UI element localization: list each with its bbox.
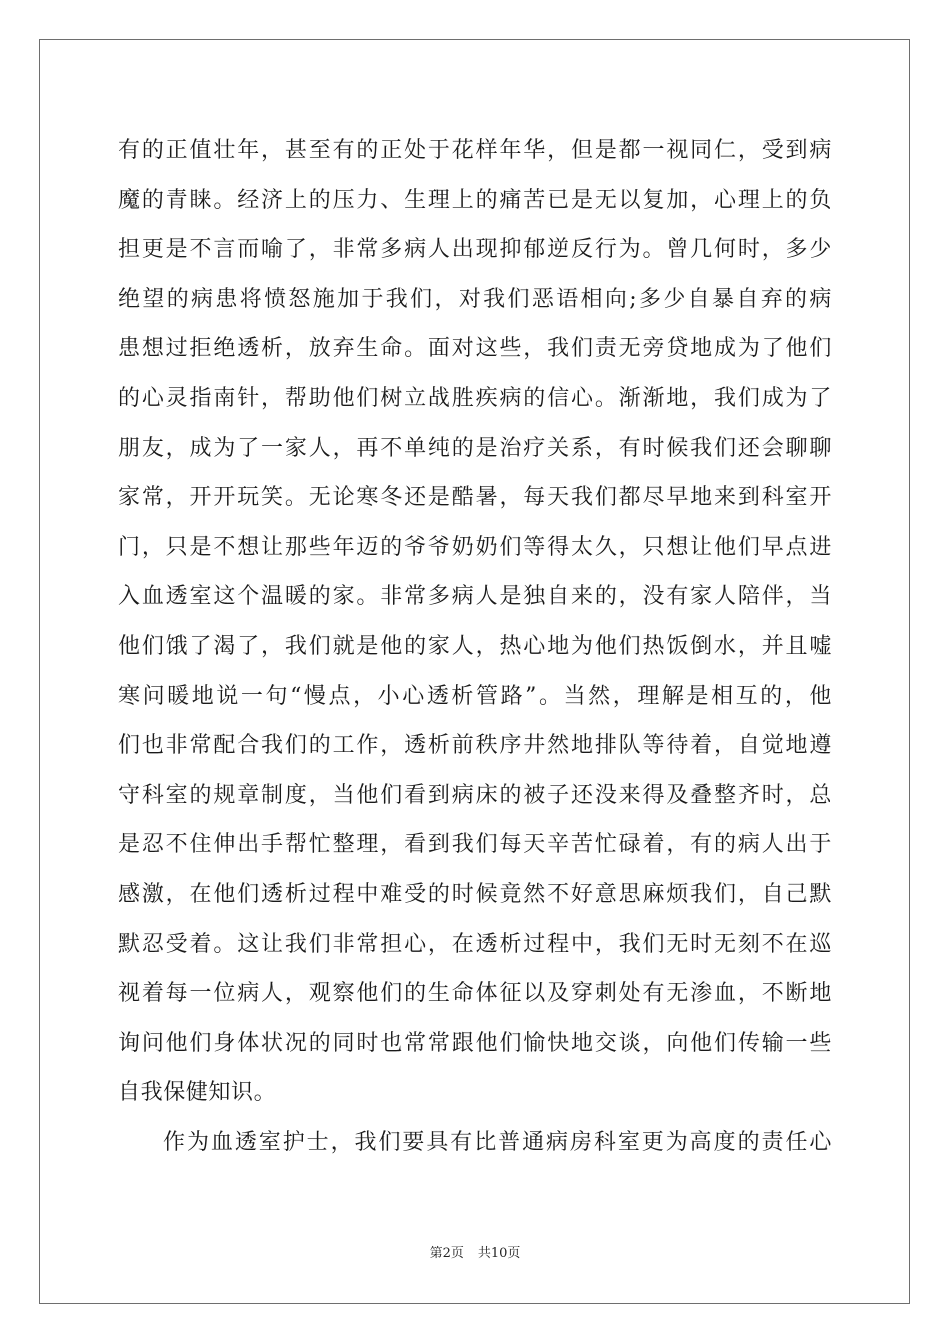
text-line: 是忍不住伸出手帮忙整理，看到我们每天辛苦忙碌着，有的病人出于 bbox=[118, 832, 832, 858]
text-line: 担更是不言而喻了，非常多病人出现抑郁逆反行为。曾几何时，多少 bbox=[118, 237, 832, 263]
text-line: 询问他们身体状况的同时也常常跟他们愉快地交谈，向他们传输一些 bbox=[118, 1030, 832, 1056]
text-line: 有的正值壮年，甚至有的正处于花样年华，但是都一视同仁，受到病 bbox=[118, 138, 832, 163]
text-line: 寒问暖地说一句“慢点，小心透析管路”。当然，理解是相互的，他 bbox=[118, 683, 832, 709]
page-footer bbox=[0, 1245, 950, 1263]
text-line: 绝望的病患将愤怒施加于我们，对我们恶语相向;多少自暴自弃的病 bbox=[118, 286, 832, 312]
text-line: 家常，开开玩笑。无论寒冬还是酷暑，每天我们都尽早地来到科室开 bbox=[118, 485, 832, 511]
text-line: 们也非常配合我们的工作，透析前秩序井然地排队等待着，自觉地遵 bbox=[118, 733, 832, 759]
text-line: 默忍受着。这让我们非常担心，在透析过程中，我们无时无刻不在巡 bbox=[118, 931, 832, 957]
text-line: 守科室的规章制度，当他们看到病床的被子还没来得及叠整齐时，总 bbox=[118, 782, 832, 808]
document-body bbox=[118, 126, 832, 1167]
text-line: 入血透室这个温暖的家。非常多病人是独自来的，没有家人陪伴，当 bbox=[118, 584, 832, 610]
text-line: 的心灵指南针，帮助他们树立战胜疾病的信心。渐渐地，我们成为了 bbox=[118, 385, 832, 411]
text-line: 魔的青睐。经济上的压力、生理上的痛苦已是无以复加，心理上的负 bbox=[118, 187, 832, 213]
text-line: 朋友，成为了一家人，再不单纯的是治疗关系，有时候我们还会聊聊 bbox=[118, 435, 832, 461]
paragraph-start-line: 作为血透室护士，我们要具有比普通病房科室更为高度的责任心 bbox=[163, 1129, 832, 1155]
page-number: 第2页 bbox=[429, 1246, 464, 1261]
text-line: 他们饿了渴了，我们就是他的家人，热心地为他们热饭倒水，并且嘘 bbox=[118, 633, 832, 659]
text-line: 感激，在他们透析过程中难受的时候竟然不好意思麻烦我们，自己默 bbox=[118, 881, 832, 907]
text-line: 门，只是不想让那些年迈的爷爷奶奶们等得太久，只想让他们早点进 bbox=[118, 534, 832, 560]
text-line: 视着每一位病人，观察他们的生命体征以及穿刺处有无渗血，不断地 bbox=[118, 981, 832, 1007]
page-total: 共10页 bbox=[477, 1246, 521, 1261]
paragraph-end-line: 自我保健知识。 bbox=[118, 1080, 277, 1106]
text-line: 患想过拒绝透析，放弃生命。面对这些，我们责无旁贷地成为了他们 bbox=[118, 336, 832, 362]
